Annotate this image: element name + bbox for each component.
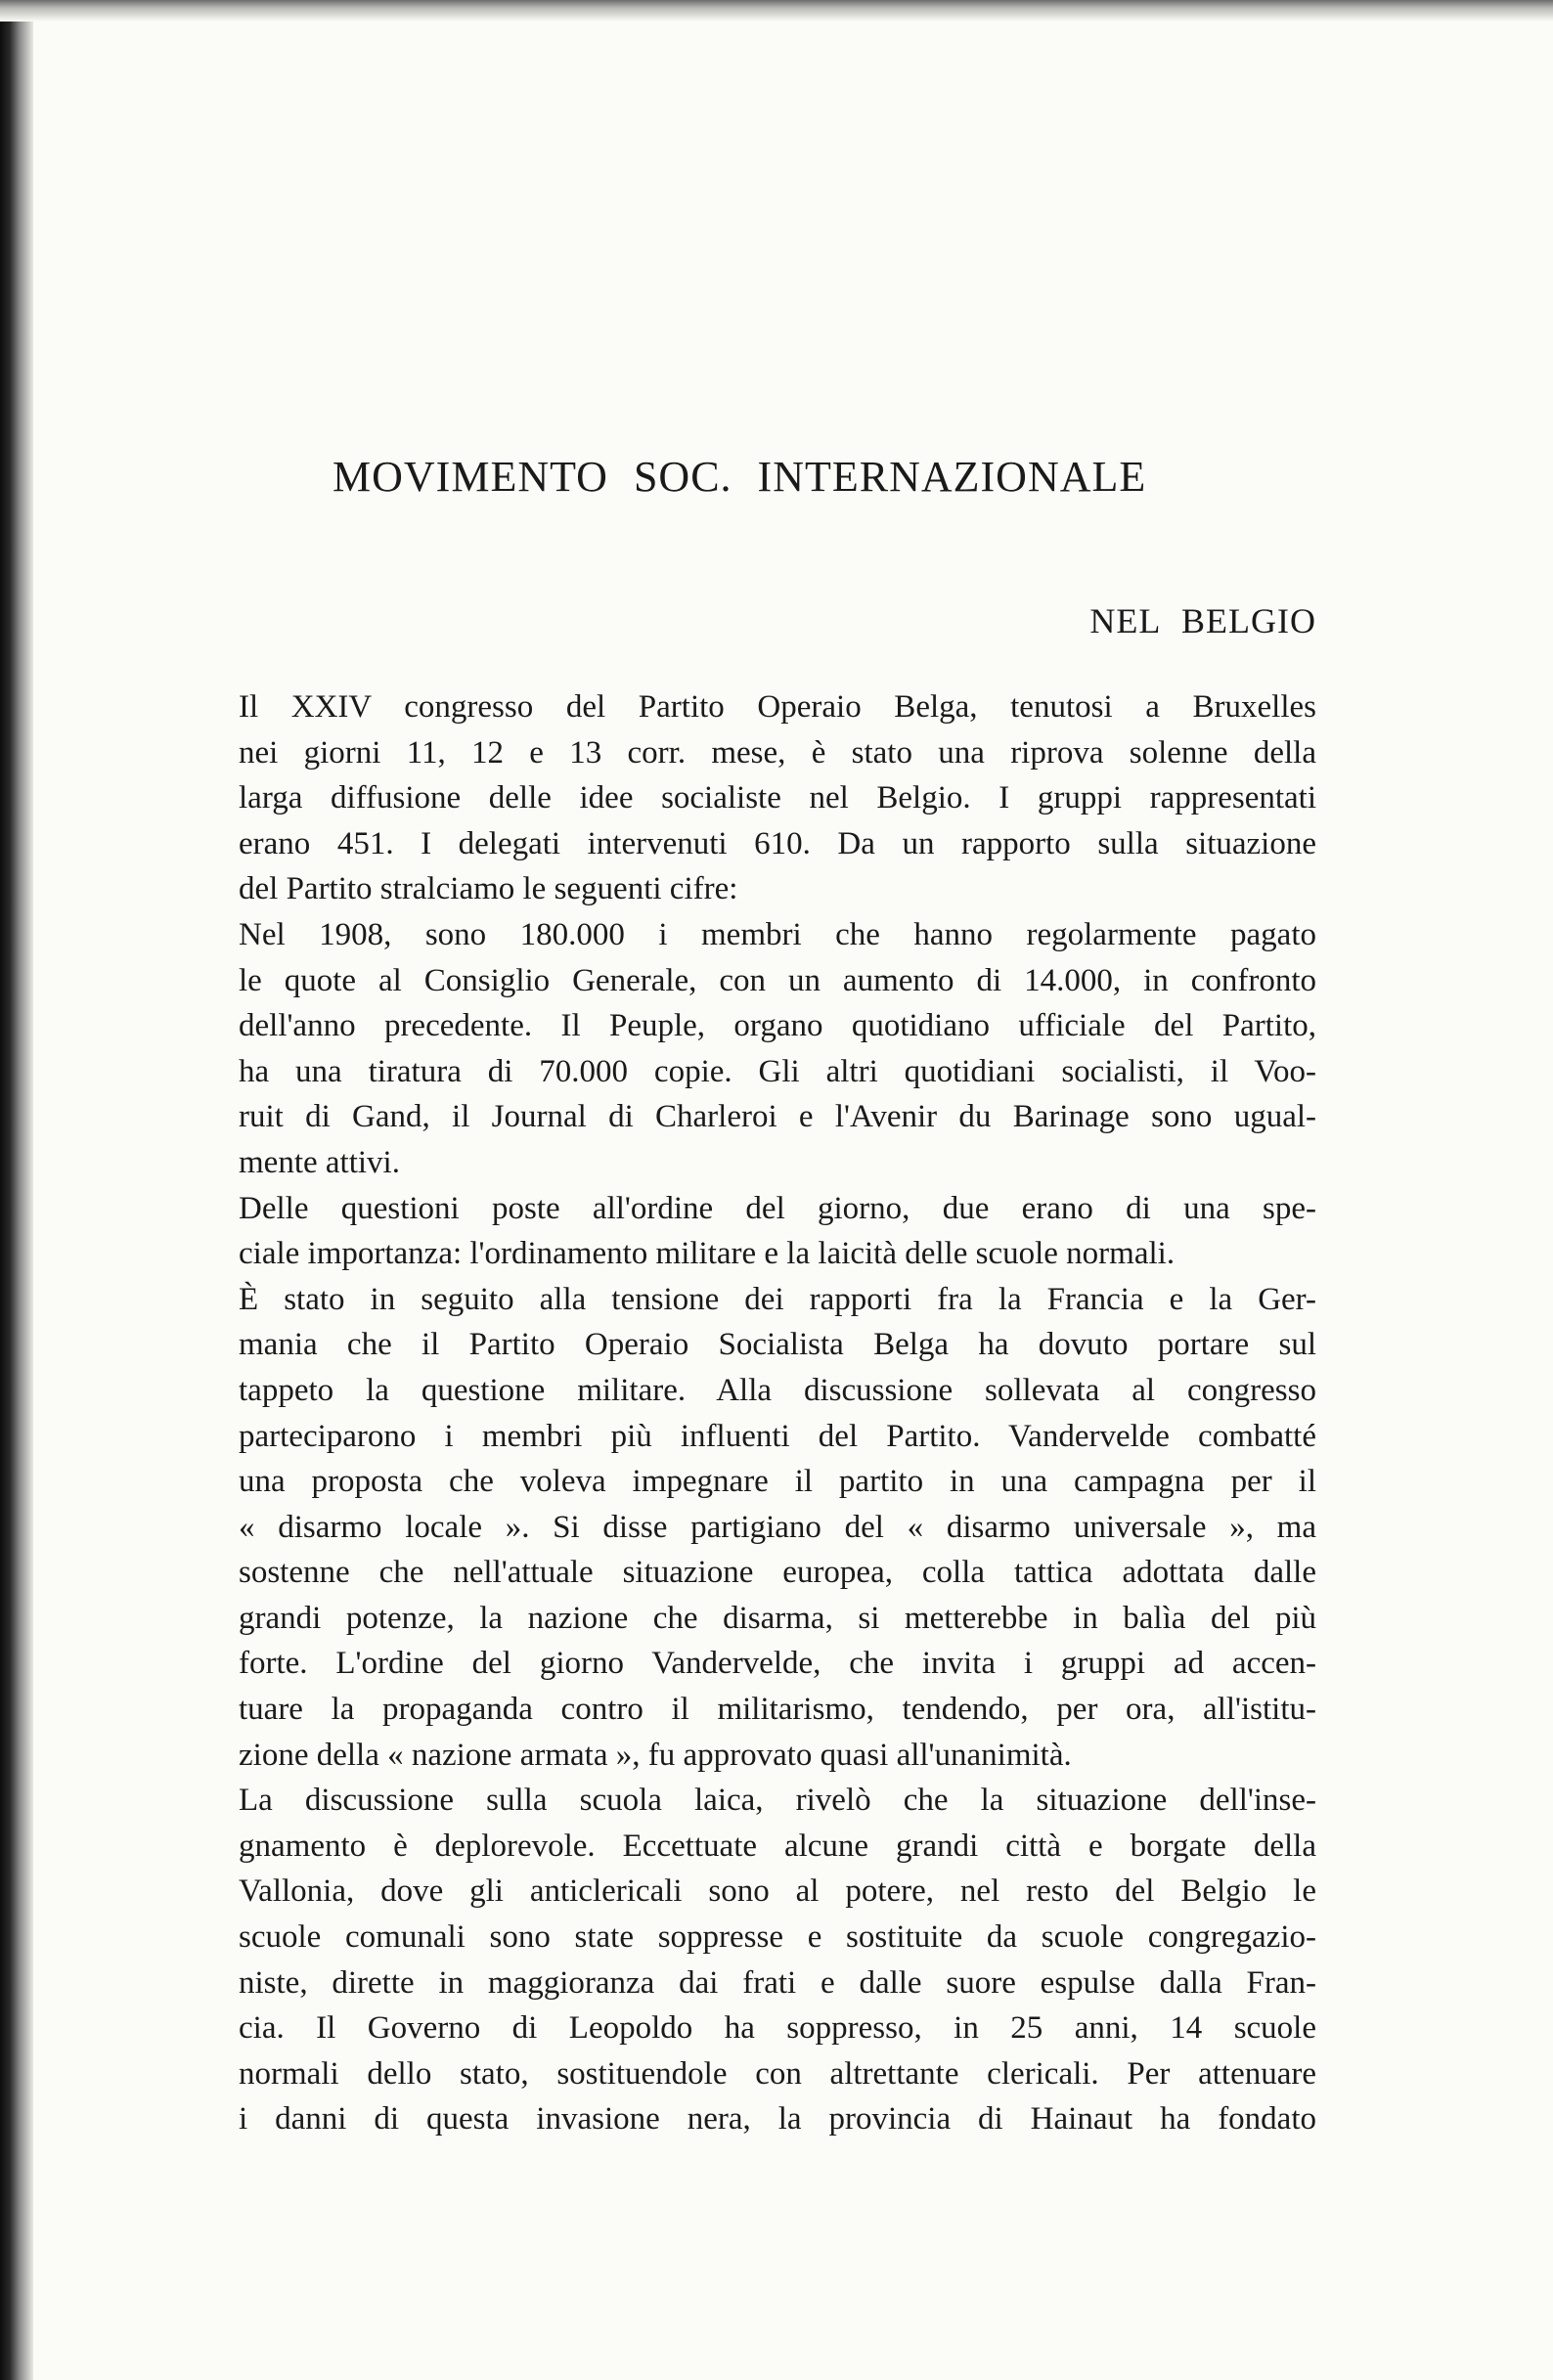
text-line: sostenne che nell'attuale situazione europea, colla tattica adottata dalle <box>239 1555 1316 1591</box>
text-line: Vallonia, dove gli anticlericali sono al potere, nel resto del Belgio le <box>239 1873 1316 1910</box>
text-line: Delle questioni poste all'ordine del giorno, due erano di una spe- <box>239 1190 1316 1226</box>
paragraph-3 <box>239 1186 1316 1277</box>
text-line: scuole comunali sono state soppresse e sostituite da scuole congregazio- <box>239 1919 1316 1956</box>
text-line: Il XXIV congresso del Partito Operaio Belga, tenutosi a Bruxelles <box>239 689 1316 725</box>
text-line: È stato in seguito alla tensione dei rapporti fra la Francia e la Ger- <box>239 1281 1316 1317</box>
text-line: le quote al Consiglio Generale, con un aumento di 14.000, in confronto <box>239 962 1316 998</box>
text-line: del Partito stralciamo le seguenti cifre: <box>239 871 738 907</box>
paragraph-1 <box>239 684 1316 912</box>
paragraph-5 <box>239 1778 1316 2142</box>
text-line: grandi potenze, la nazione che disarma, si metterebbe in balìa del più <box>239 1600 1316 1636</box>
text-line: parteciparono i membri più influenti del Partito. Vandervelde combatté <box>239 1418 1316 1454</box>
text-line: tappeto la questione militare. Alla discussione sollevata al congresso <box>239 1372 1316 1408</box>
text-line: ha una tiratura di 70.000 copie. Gli altri quotidiani socialisti, il Voo- <box>239 1053 1316 1089</box>
text-line: zione della « nazione armata », fu approvato quasi all'unanimità. <box>239 1737 1072 1773</box>
page-title: MOVIMENTO SOC. INTERNAZIONALE <box>333 453 1147 501</box>
text-line: dell'anno precedente. Il Peuple, organo quotidiano ufficiale del Partito, <box>239 1008 1316 1044</box>
text-line: ruit di Gand, il Journal di Charleroi e l'Avenir du Barinage sono ugual- <box>239 1099 1316 1135</box>
text-line: erano 451. I delegati intervenuti 610. Da un rapporto sulla situazione <box>239 825 1316 861</box>
text-line: forte. L'ordine del giorno Vandervelde, che invita i gruppi ad accen- <box>239 1646 1316 1682</box>
paragraph-2 <box>239 912 1316 1186</box>
text-line: tuare la propaganda contro il militarismo, tendendo, per ora, all'istitu- <box>239 1692 1316 1728</box>
text-line: nei giorni 11, 12 e 13 corr. mese, è stato una riprova solenne della <box>239 734 1316 771</box>
text-line: « disarmo locale ». Si disse partigiano del « disarmo universale », ma <box>239 1509 1316 1545</box>
section-heading: NEL BELGIO <box>1089 601 1316 640</box>
text-line: larga diffusione delle idee socialiste nel Belgio. I gruppi rappresentati <box>239 780 1316 816</box>
text-line: cia. Il Governo di Leopoldo ha soppresso, in 25 anni, 14 scuole <box>239 2010 1316 2047</box>
scan-edge-top <box>0 0 1553 22</box>
text-line: una proposta che voleva impegnare il partito in una campagna per il <box>239 1464 1316 1500</box>
text-line: mania che il Partito Operaio Socialista Belga ha dovuto portare sul <box>239 1327 1316 1363</box>
text-line: Nel 1908, sono 180.000 i membri che hanno regolarmente pagato <box>239 916 1316 952</box>
text-line: ciale importanza: l'ordinamento militare e la laicità delle scuole normali. <box>239 1236 1176 1272</box>
scan-edge-left <box>0 0 33 2380</box>
text-line: niste, dirette in maggioranza dai frati e dalle suore espulse dalla Fran- <box>239 1964 1316 2001</box>
text-line: normali dello stato, sostituendole con altrettante clericali. Per attenuare <box>239 2055 1316 2092</box>
text-line: La discussione sulla scuola laica, rivelò che la situazione dell'inse- <box>239 1783 1316 1819</box>
text-line: mente attivi. <box>239 1144 400 1180</box>
paragraph-4 <box>239 1277 1316 1779</box>
article-body <box>239 684 1316 2142</box>
text-line: gnamento è deplorevole. Eccettuate alcune grandi città e borgate della <box>239 1828 1316 1864</box>
text-line: i danni di questa invasione nera, la provincia di Hainaut ha fondato <box>239 2101 1316 2138</box>
